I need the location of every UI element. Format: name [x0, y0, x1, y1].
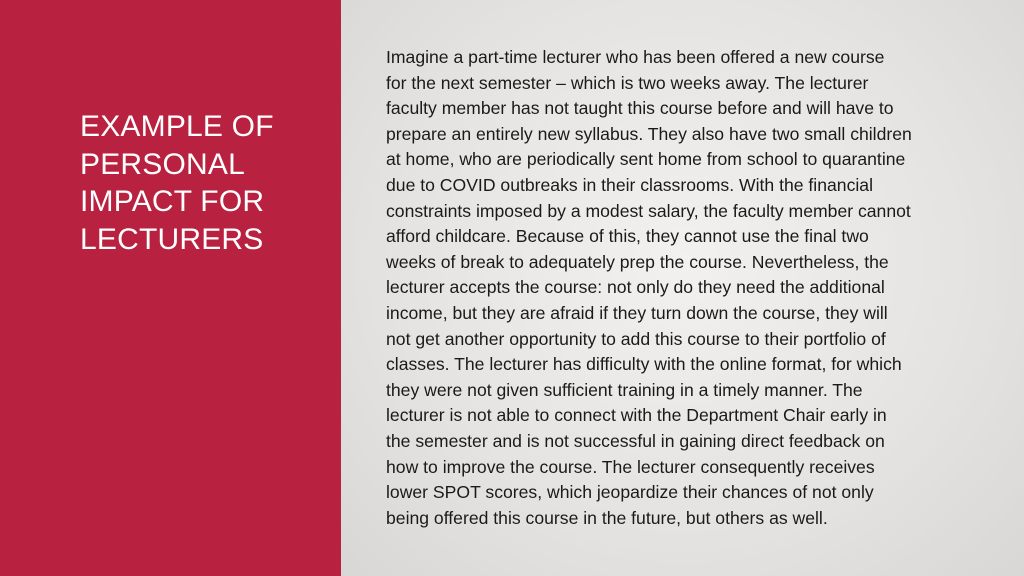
slide-title-line: LECTURERS [80, 222, 264, 256]
body-paragraph [386, 45, 986, 531]
body-line: lower SPOT scores, which jeopardize their chances of not only [386, 482, 874, 503]
body-line: not get another opportunity to add this course to their portfolio of [386, 328, 886, 349]
title-panel [0, 0, 341, 576]
body-line: income, but they are afraid if they turn down the course, they will [386, 302, 888, 323]
body-line: faculty member has not taught this course before and will have to [386, 98, 894, 119]
body-line: afford childcare. Because of this, they cannot use the final two [386, 226, 869, 247]
body-line: at home, who are periodically sent home from school to quarantine [386, 149, 906, 170]
body-line: the semester and is not successful in gaining direct feedback on [386, 430, 885, 451]
body-line: prepare an entirely new syllabus. They also have two small children [386, 123, 912, 144]
body-line: how to improve the course. The lecturer consequently receives [386, 456, 875, 477]
body-line: being offered this course in the future, but others as well. [386, 507, 828, 528]
body-line: lecturer is not able to connect with the Department Chair early in [386, 405, 887, 426]
content-panel [341, 0, 1024, 576]
slide-title [80, 108, 320, 258]
body-line: lecturer accepts the course: not only do they need the additional [386, 277, 885, 298]
slide-title-line: PERSONAL [80, 147, 245, 181]
body-line: they were not given sufficient training in a timely manner. The [386, 379, 863, 400]
body-line: weeks of break to adequately prep the course. Nevertheless, the [386, 251, 889, 272]
slide-title-line: EXAMPLE OF [80, 110, 274, 143]
body-line: due to COVID outbreaks in their classrooms. With the financial [386, 174, 873, 195]
slide-title-line: IMPACT FOR [80, 185, 265, 218]
body-line: Imagine a part-time lecturer who has been offered a new course [386, 47, 885, 67]
body-line: classes. The lecturer has difficulty with the online format, for which [386, 354, 902, 375]
body-line: constraints imposed by a modest salary, the faculty member cannot [386, 200, 911, 221]
body-line: for the next semester – which is two weeks away. The lecturer [386, 72, 869, 93]
